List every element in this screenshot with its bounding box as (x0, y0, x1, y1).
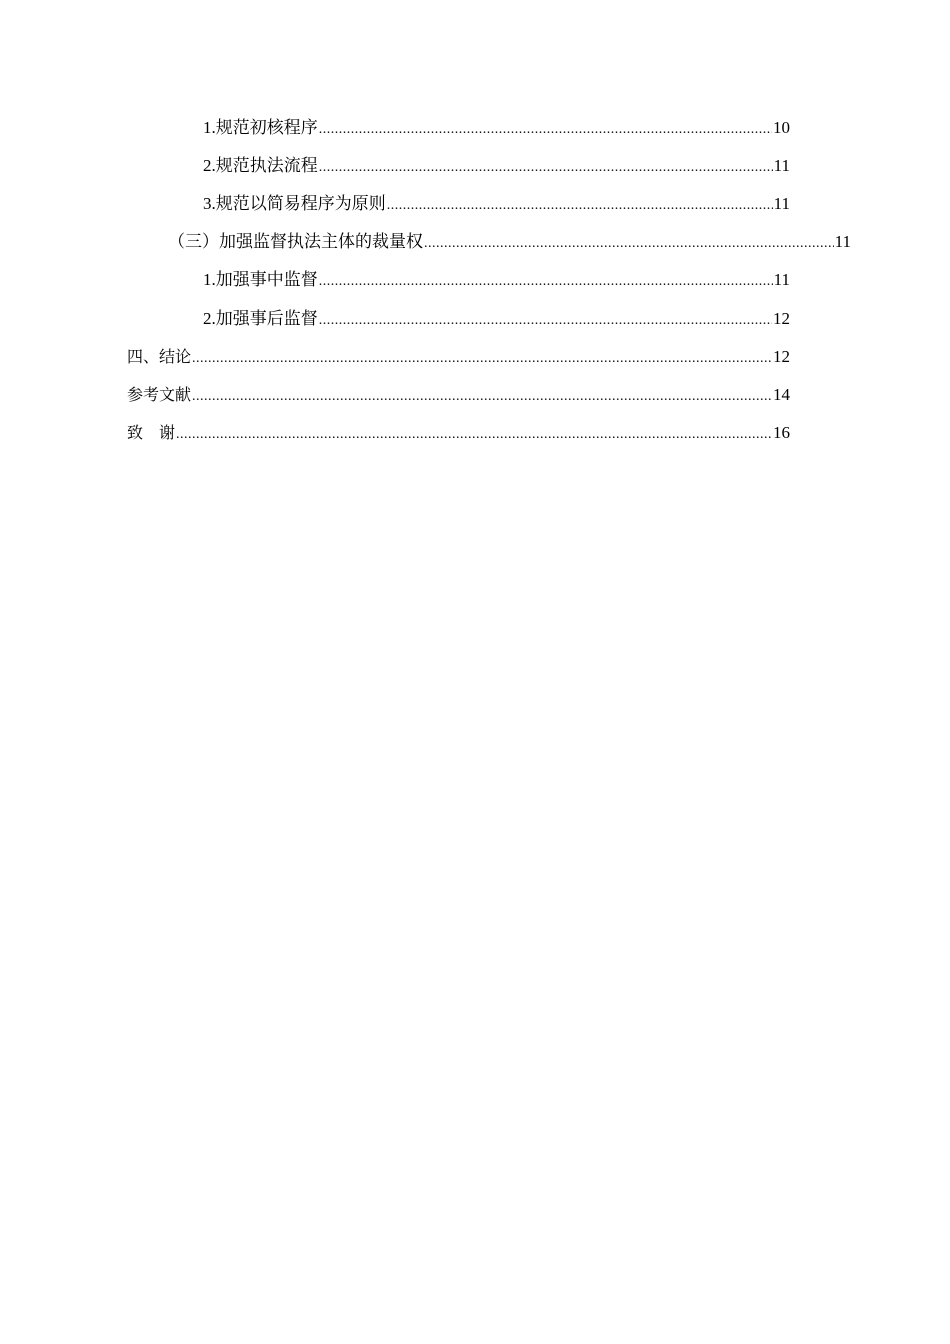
toc-entry[interactable] (203, 268, 790, 292)
toc-dot-leader (387, 194, 773, 218)
toc-entry-label: 四、结论 (127, 347, 192, 366)
toc-dot-leader (176, 423, 772, 447)
toc-entry-label: 参考文献 (127, 385, 192, 404)
toc-dot-leader (192, 385, 772, 409)
toc-entry[interactable] (203, 116, 790, 140)
toc-entry[interactable] (203, 154, 790, 178)
toc-page-number: 16 (773, 423, 790, 442)
toc-page-number: 14 (773, 385, 790, 404)
toc-entry-label: 3.规范以简易程序为原则 (203, 194, 386, 213)
toc-dot-leader (192, 347, 772, 371)
toc-entry-label: 2.加强事后监督 (203, 309, 318, 328)
toc-dot-leader (424, 232, 834, 256)
toc-entry-label: 2.规范执法流程 (203, 156, 318, 175)
toc-page-number: 12 (773, 309, 790, 328)
toc-entry-label: 1.规范初核程序 (203, 118, 318, 137)
toc-entry-label: （三）加强监督执法主体的裁量权 (168, 232, 423, 251)
toc-entry[interactable] (168, 230, 851, 254)
toc-entry[interactable] (127, 383, 790, 407)
toc-entry-label: 致 谢 (127, 423, 176, 442)
toc-dot-leader (319, 309, 772, 333)
toc-entry[interactable] (203, 307, 790, 331)
toc-dot-leader (319, 156, 773, 180)
toc-entry-label: 1.加强事中监督 (203, 270, 318, 289)
toc-page-number: 10 (773, 118, 790, 137)
toc-dot-leader (319, 118, 772, 142)
toc-entry[interactable] (203, 192, 790, 216)
toc-page-number: 11 (773, 156, 790, 175)
toc-dot-leader (319, 270, 773, 294)
toc-entry[interactable] (127, 345, 790, 369)
toc-page-number: 11 (834, 232, 851, 251)
toc-page-number: 11 (773, 270, 790, 289)
toc-page-number: 11 (773, 194, 790, 213)
toc-entry[interactable] (127, 421, 790, 445)
toc-page-number: 12 (773, 347, 790, 366)
